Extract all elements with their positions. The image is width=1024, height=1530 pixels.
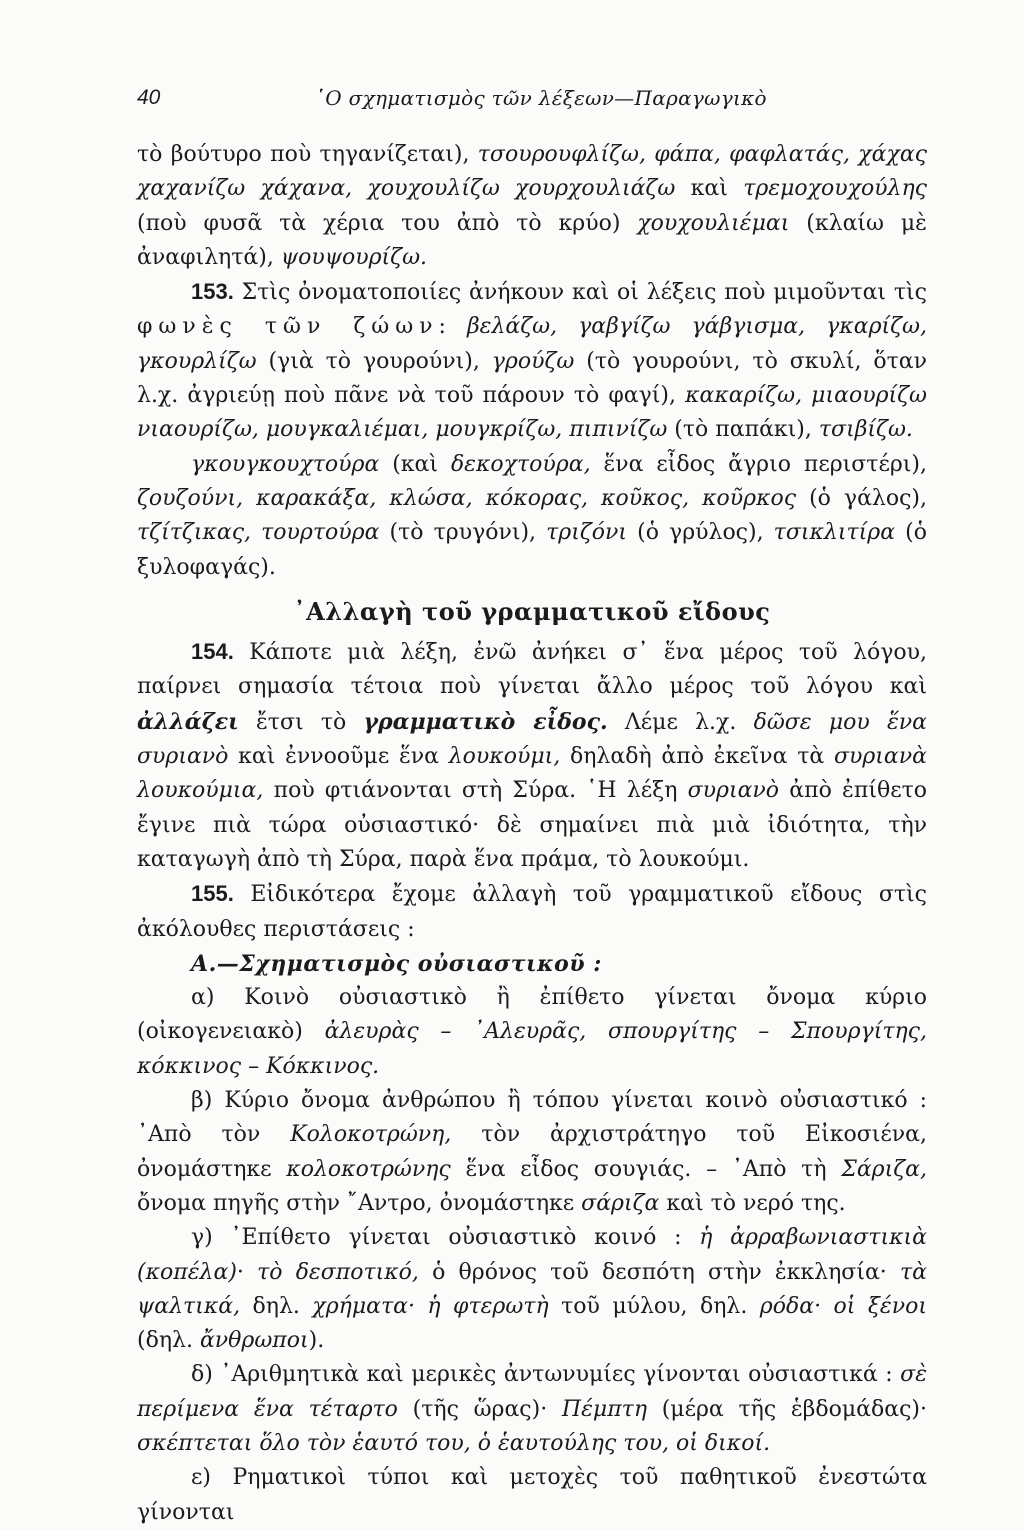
item-b: β) Κύριο ὄνομα ἀνθρώπου ἢ τόπου γίνεται κοινὸ οὐσιαστικό : ᾿Απὸ τὸν Κολοκοτρώνη, τὸν ἀρχιστράτηγο τοῦ Εἰκοσιένα, ὀνομάστηκε κολοκοτρώνης ἕνα εἶδος σουγιάς. – ᾿Απὸ τὴ Σάριζα, ὄνομα πηγῆς στὴν ῎Αντρο, ὀνομάστηκε σάριζα καὶ τὸ νερό της. (137, 1088, 928, 1216)
paragraph-154: 154. Κάποτε μιὰ λέξη, ἐνῶ ἀνήκει σ᾿ ἕνα μέρος τοῦ λόγου, παίρνει σημασία τέτοια ποὺ γίνεται ἄλλο μέρος τοῦ λόγου καὶ ἀλλάζει ἔτσι τὸ γραμματικὸ εἶδος. Λέμε λ.χ. δῶσε μου ἕνα συριανὸ καὶ ἐννοοῦμε ἕνα λουκούμι, δηλαδὴ ἀπὸ ἐκεῖνα τὰ συριανὰ λουκούμια, ποὺ φτιάνονται στὴ Σύρα. ῾Η λέξη συριανὸ ἀπὸ ἐπίθετο ἔγινε πιὰ τώρα οὐσιαστικό· δὲ σημαίνει πιὰ μιὰ ἰδιότητα, τὴν καταγωγὴ ἀπὸ τὴ Σύρα, παρὰ ἕνα πράμα, τὸ λουκούμι. (137, 639, 928, 872)
paragraph-number: 155. (191, 881, 234, 907)
page-number: 40 (137, 86, 161, 109)
item-e: ε) Ρηματικοὶ τύποι καὶ μετοχὲς τοῦ παθητικοῦ ἐνεστώτα γίνονται (137, 1465, 927, 1525)
paragraph-153-continued: γκουγκουχτούρα (καὶ δεκοχτούρα, ἕνα εἶδος ἄγριο περιστέρι), ζουζούνι, καρακάξα, κλώσα, κόκορας, κοῦκος, κοῦρκος (ὁ γάλος), τζίτζικας, τουρτούρα (τὸ τρυγόνι), τριζόνι (ὁ γρύλος), τσικλιτίρα (ὁ ξυλοφαγάς). (137, 451, 928, 580)
item-a: α) Κοινὸ οὐσιαστικὸ ἢ ἐπίθετο γίνεται ὄνομα κύριο (οἰκογενειακὸ) ἀλευρὰς – ᾿Αλευρᾶς, σπουργίτης – Σπουργίτης, κόκκινος – Κόκκινος. (137, 985, 927, 1079)
paragraph-155: 155. Εἰδικότερα ἔχομε ἀλλαγὴ τοῦ γραμματικοῦ εἴδους στὶς ἀκόλουθες περιστάσεις : (137, 881, 927, 942)
paragraph-number: 153. (191, 279, 234, 305)
item-c: γ) ᾿Επίθετο γίνεται οὐσιαστικὸ κοινό : ἡ ἀρραβωνιαστικιὰ (κοπέλα)· τὸ δεσποτικό, ὁ θρόνος τοῦ δεσπότη στὴν ἐκκλησία· τὰ ψαλτικά, δηλ. χρήματα· ἡ φτερωτὴ τοῦ μύλου, δηλ. ρόδα· οἱ ξένοι (δηλ. ἄνθρωποι). (137, 1225, 928, 1354)
page-body (137, 138, 927, 1530)
paragraph-continuation: τὸ βούτυρο ποὺ τηγανίζεται), τσουρουφλίζω, φάπα, φαφλατάς, χάχας χαχανίζω χάχανα, χουχουλίζω χουρχουλιάζω καὶ τρεμοχουχούλης (ποὺ φυσᾶ τὰ χέρια του ἀπὸ τὸ κρύο) χουχουλιέμαι (κλαίω μὲ ἀναφιλητά), ψουψουρίζω. (137, 142, 928, 270)
page-header (137, 86, 937, 120)
subsection-heading: Α.—Σχηματισμὸς οὐσιαστικοῦ : (191, 950, 602, 977)
item-d: δ) ᾿Αριθμητικὰ καὶ μερικὲς ἀντωνυμίες γίνονται οὐσιαστικά : σὲ περίμενα ἕνα τέταρτο (τῆς ὥρας)· Πέμπτη (μέρα τῆς ἑβδομάδας)· σκέπτεται ὅλο τὸν ἑαυτό του, ὁ ἑαυτούλης του, οἱ δικοί. (137, 1362, 927, 1456)
paragraph-153: 153. Στὶς ὀνοματοποιίες ἀνήκουν καὶ οἱ λέξεις ποὺ μιμοῦνται τὶς φωνὲς τῶν ζώων: βελάζω, γαβγίζω γάβγισμα, γκαρίζω, γκουρλίζω (γιὰ τὸ γουρούνι), γρούζω (τὸ γουρούνι, τὸ σκυλί, ὅταν λ.χ. ἀγριεύῃ ποὺ πᾶνε νὰ τοῦ πάρουν τὸ φαγί), κακαρίζω, μιαουρίζω νιαουρίζω, μουγκαλιέμαι, μουγκρίζω, πιπινίζω (τὸ παπάκι), τσιβίζω. (137, 279, 928, 443)
running-title: ῾Ο σχηματισμὸς τῶν λέξεων—Παραγωγικὸ (315, 86, 767, 110)
section-heading: ᾿Αλλαγὴ τοῦ γραμματικοῦ εἴδους (293, 596, 771, 626)
paragraph-number: 154. (191, 639, 234, 665)
